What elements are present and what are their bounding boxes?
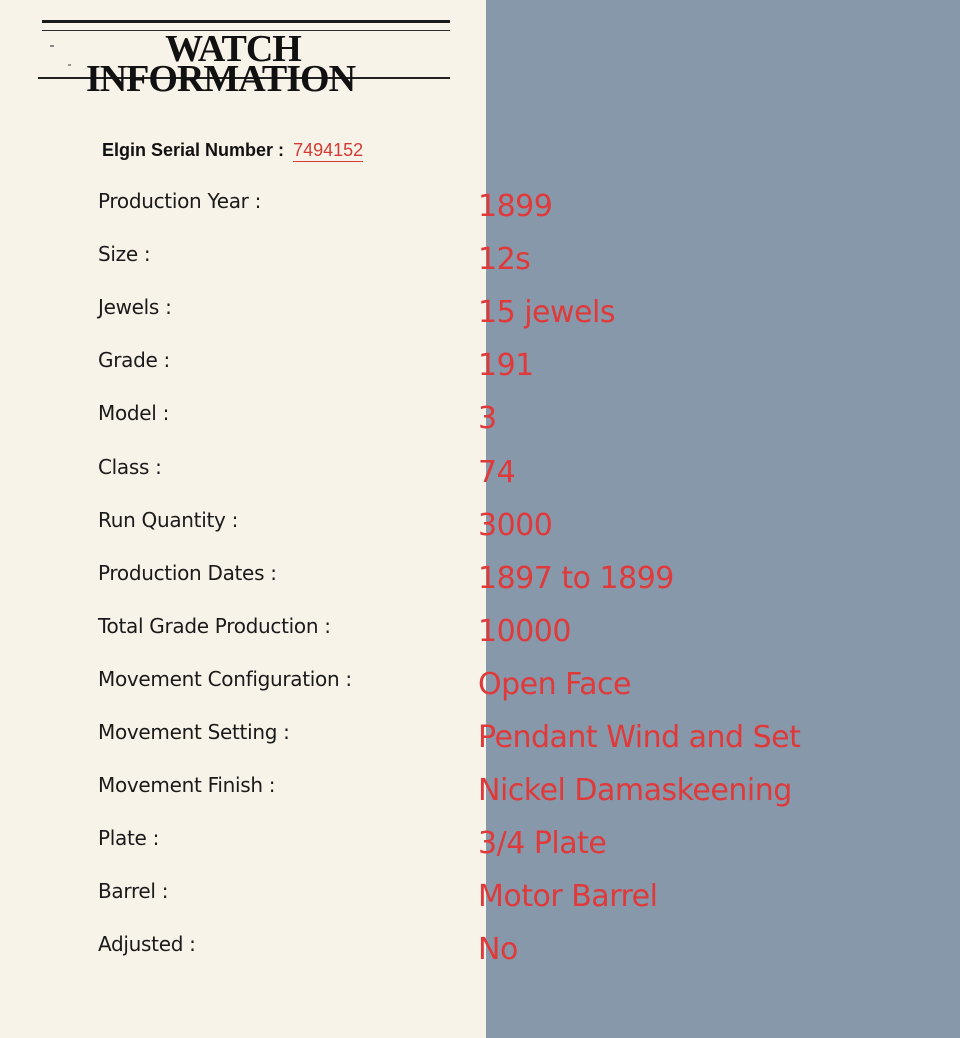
serial-number-row	[102, 138, 363, 162]
field-label: Size :	[98, 242, 151, 267]
field-value: 15 jewels	[478, 295, 615, 331]
field-label: Barrel :	[98, 879, 169, 904]
field-value: Motor Barrel	[478, 879, 658, 915]
serial-number-label: Elgin Serial Number :	[102, 140, 285, 160]
field-label: Jewels :	[98, 295, 172, 320]
field-value: 3	[478, 401, 497, 437]
field-label: Movement Configuration :	[98, 666, 352, 691]
field-value: 3000	[478, 507, 553, 543]
header-rule	[42, 20, 450, 23]
field-value: Pendant Wind and Set	[478, 720, 801, 755]
field-label: Grade :	[98, 348, 170, 373]
page-title-line2	[0, 60, 486, 98]
field-value: 3/4 Plate	[478, 826, 607, 862]
field-label: Movement Setting :	[98, 720, 290, 744]
field-label: Plate :	[98, 826, 160, 851]
field-label: Model :	[98, 401, 170, 426]
field-value: 12s	[478, 242, 531, 278]
field-value: 1897 to 1899	[478, 560, 674, 596]
field-label: Production Year :	[98, 189, 262, 213]
field-label: Movement Finish :	[98, 773, 276, 798]
serial-number-link[interactable]: 7494152	[293, 140, 364, 160]
field-label: Production Dates :	[98, 560, 277, 585]
field-value: Open Face	[478, 666, 631, 702]
field-value: 191	[478, 348, 534, 384]
header	[0, 0, 486, 110]
title-text: WATCH	[165, 28, 301, 70]
field-label: Class :	[98, 454, 162, 479]
field-value: 10000	[478, 613, 571, 649]
field-value: Nickel Damaskeening	[478, 773, 792, 809]
field-value: 74	[478, 454, 516, 490]
field-label: Total Grade Production :	[98, 613, 331, 638]
field-value: 1899	[478, 189, 553, 224]
field-label: Adjusted :	[98, 932, 196, 957]
title-text: INFORMATION	[85, 58, 356, 100]
field-label: Run Quantity :	[98, 507, 239, 532]
field-value: No	[478, 932, 518, 968]
